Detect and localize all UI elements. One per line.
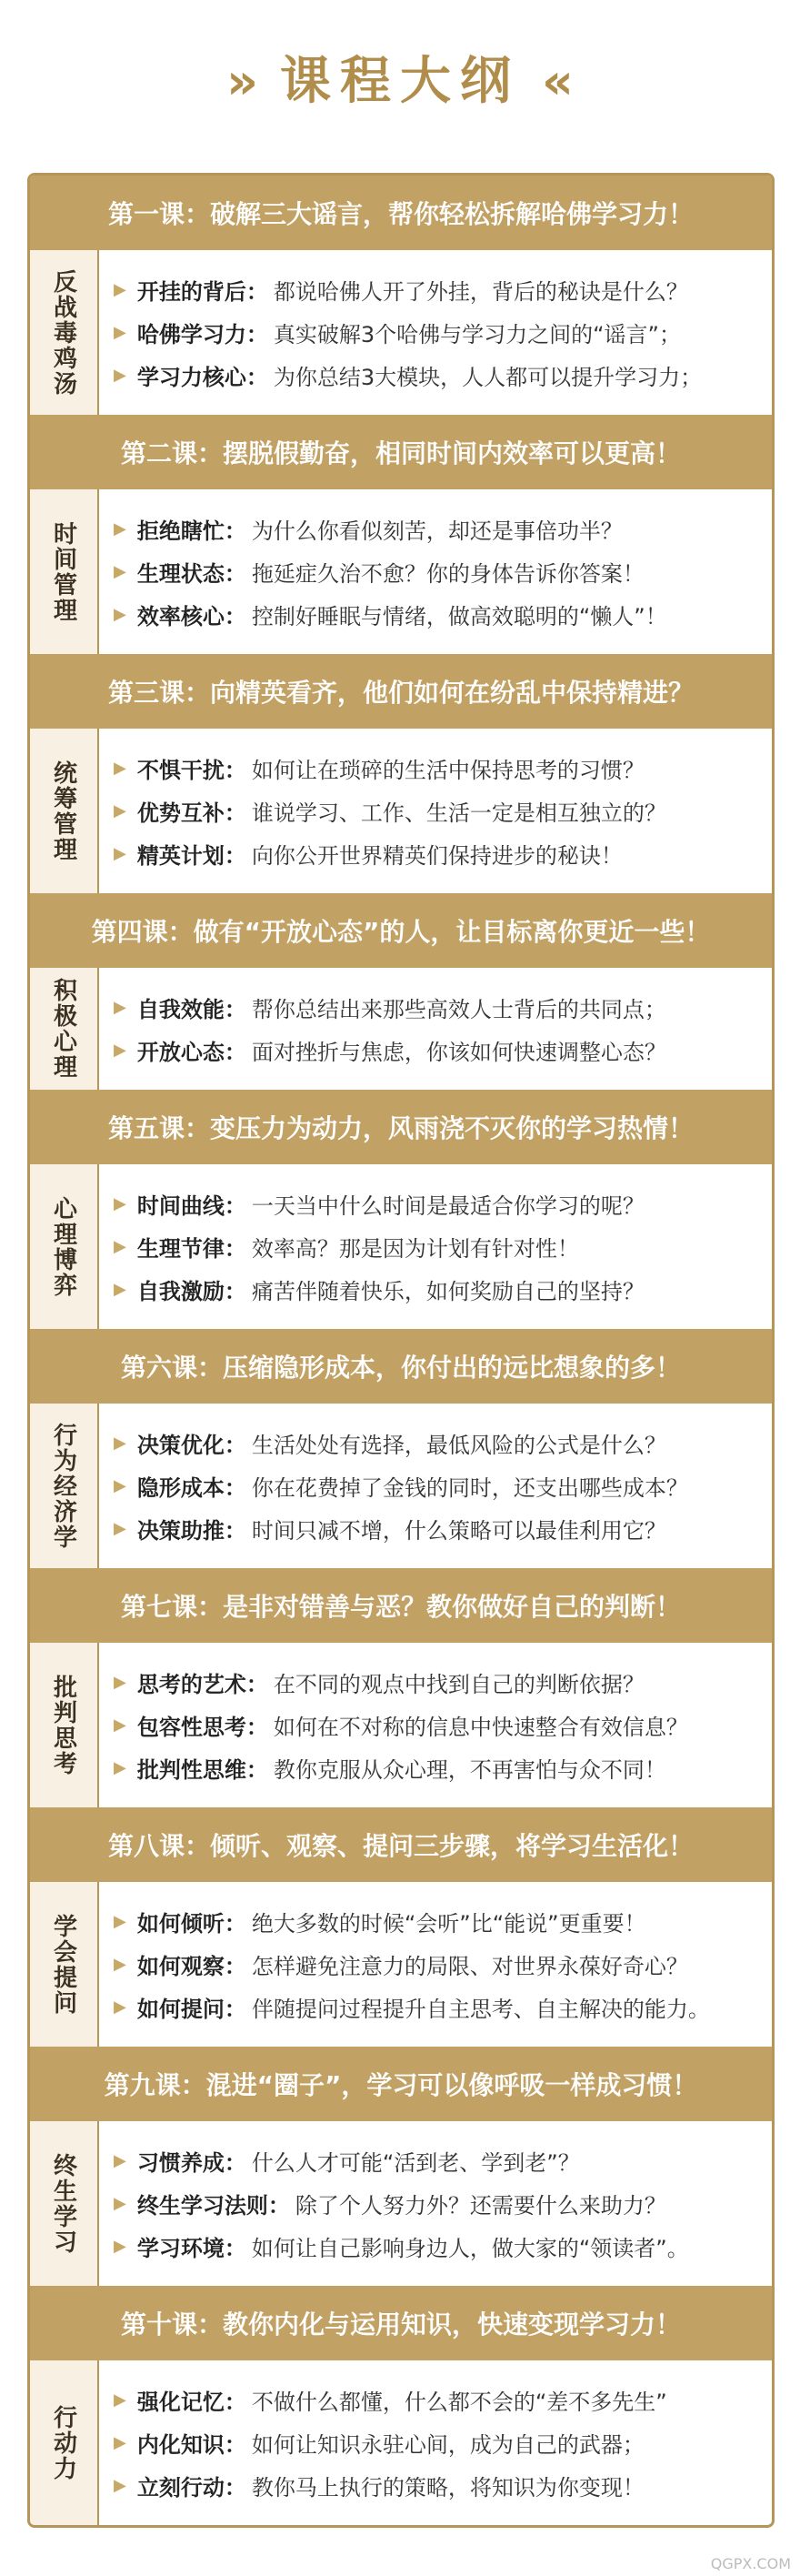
item-label: 学习力核心 — [136, 365, 246, 390]
lesson-tag — [30, 729, 99, 893]
lesson-tag-label: 时间管理 — [49, 520, 77, 623]
lesson-tag-label: 批判思考 — [49, 1674, 77, 1776]
triangle-bullet-icon: ▶ — [114, 1519, 126, 1538]
item-text: 教你克服从众心理，不再害怕与众不同！ — [273, 1757, 666, 1783]
list-item — [99, 747, 772, 790]
triangle-bullet-icon: ▶ — [114, 998, 126, 1017]
triangle-bullet-icon: ▶ — [114, 1758, 126, 1777]
triangle-bullet-icon: ▶ — [114, 759, 126, 778]
item-label: 批判性思维 — [136, 1757, 246, 1783]
lesson-body — [30, 968, 772, 1090]
list-item — [99, 1268, 772, 1311]
item-text: 谁说学习、工作、生活一定是相互独立的？ — [251, 800, 666, 826]
triangle-bullet-icon: ▶ — [114, 1041, 126, 1060]
triangle-bullet-icon: ▶ — [114, 2390, 126, 2410]
list-item — [99, 986, 772, 1029]
lesson-title: 第二课：摆脱假勤奋，相同时间内效率可以更高！ — [30, 415, 772, 489]
lesson-section — [30, 176, 772, 415]
item-text: 为什么你看似刻苦，却还是事倍功半？ — [251, 518, 623, 544]
triangle-bullet-icon: ▶ — [114, 323, 126, 342]
lesson-tag-label: 统筹管理 — [49, 760, 77, 862]
lesson-section — [30, 415, 772, 654]
triangle-bullet-icon: ▶ — [114, 562, 126, 581]
item-colon: ： — [224, 1954, 246, 1979]
item-text: 如何在不对称的信息中快速整合有效信息？ — [273, 1715, 688, 1740]
lesson-title: 第八课：倾听、观察、提问三步骤，将学习生活化！ — [30, 1807, 772, 1882]
lesson-title: 第四课：做有“开放心态”的人，让目标离你更近一些！ — [30, 893, 772, 968]
item-text: 效率高？那是因为计划有针对性！ — [251, 1236, 579, 1262]
course-outline — [27, 173, 775, 2528]
item-text: 什么人才可能“活到老、学到老”？ — [251, 2150, 580, 2176]
item-colon: ： — [224, 1433, 246, 1458]
lesson-section — [30, 2047, 772, 2286]
list-item — [99, 1182, 772, 1225]
item-text: 绝大多数的时候“会听”比“能说”更重要！ — [251, 1911, 646, 1937]
item-colon: ： — [224, 2236, 246, 2261]
item-label: 立刻行动 — [136, 2475, 225, 2501]
watermark: QGPX.COM — [710, 2555, 791, 2572]
item-label: 思考的艺术 — [136, 1672, 246, 1697]
list-item — [99, 2225, 772, 2268]
item-text: 向你公开世界精英们保持进步的秘诀！ — [251, 843, 623, 869]
item-label: 开挂的背后 — [136, 279, 246, 305]
triangle-bullet-icon: ▶ — [114, 280, 126, 299]
item-label: 精英计划 — [136, 843, 225, 869]
item-colon: ： — [224, 561, 246, 587]
list-item — [99, 1225, 772, 1268]
triangle-bullet-icon: ▶ — [114, 844, 126, 863]
triangle-bullet-icon: ▶ — [114, 1673, 126, 1692]
lesson-title: 第九课：混进“圈子”，学习可以像呼吸一样成习惯！ — [30, 2047, 772, 2121]
triangle-bullet-icon: ▶ — [114, 2237, 126, 2256]
lesson-section — [30, 893, 772, 1090]
lesson-body — [30, 489, 772, 654]
lesson-tag-label: 行动力 — [49, 2404, 77, 2481]
item-label: 效率核心 — [136, 604, 225, 629]
item-label: 自我激励 — [136, 1279, 225, 1304]
item-label: 终生学习法则 — [136, 2193, 268, 2219]
item-label: 哈佛学习力 — [136, 322, 246, 347]
item-text: 如何让自己影响身边人，做大家的“领读者”。 — [251, 2236, 689, 2261]
item-text: 怎样避免注意力的局限、对世界永葆好奇心？ — [251, 1954, 688, 1979]
lesson-tag-label: 学会提问 — [49, 1913, 77, 2016]
item-text: 教你马上执行的策略，将知识为你变现！ — [251, 2475, 645, 2501]
item-colon: ： — [224, 1279, 246, 1304]
list-item — [99, 268, 772, 311]
item-text: 如何让在琐碎的生活中保持思考的习惯？ — [251, 758, 645, 783]
lesson-title: 第一课：破解三大谣言，帮你轻松拆解哈佛学习力！ — [30, 176, 772, 250]
lesson-items — [99, 729, 772, 893]
lesson-title: 第三课：向精英看齐，他们如何在纷乱中保持精进？ — [30, 654, 772, 729]
triangle-bullet-icon: ▶ — [114, 2151, 126, 2170]
item-text: 真实破解3个哈佛与学习力之间的“谣言”； — [273, 322, 681, 347]
lesson-tag-label: 反战毒鸡汤 — [49, 268, 77, 397]
list-item — [99, 2182, 772, 2225]
lesson-items — [99, 489, 772, 654]
item-colon: ： — [224, 1193, 246, 1219]
lesson-tag — [30, 2360, 99, 2525]
item-colon: ： — [224, 997, 246, 1022]
item-colon: ： — [224, 2390, 246, 2415]
lesson-tag — [30, 489, 99, 654]
item-text: 痛苦伴随着快乐，如何奖励自己的坚持？ — [251, 1279, 645, 1304]
list-item — [99, 1943, 772, 1986]
item-colon: ： — [224, 843, 246, 869]
item-colon: ： — [224, 2150, 246, 2176]
item-colon: ： — [224, 800, 246, 826]
item-colon: ： — [267, 2193, 290, 2219]
lesson-section — [30, 1807, 772, 2047]
lesson-items — [99, 1882, 772, 2047]
triangle-bullet-icon: ▶ — [114, 2476, 126, 2495]
list-item — [99, 1661, 772, 1704]
item-label: 开放心态 — [136, 1040, 225, 1065]
lesson-section — [30, 1090, 772, 1329]
item-label: 优势互补 — [136, 800, 225, 826]
triangle-bullet-icon: ▶ — [114, 1955, 126, 1974]
item-colon: ： — [224, 1475, 246, 1501]
lesson-tag-label: 行为经济学 — [49, 1422, 77, 1550]
item-text: 除了个人努力外？还需要什么来助力？ — [295, 2193, 666, 2219]
triangle-bullet-icon: ▶ — [114, 1476, 126, 1495]
item-text: 控制好睡眠与情绪，做高效聪明的“懒人”！ — [251, 604, 667, 629]
lesson-items — [99, 250, 772, 415]
triangle-bullet-icon: ▶ — [114, 1434, 126, 1453]
item-label: 习惯养成 — [136, 2150, 225, 2176]
lesson-body — [30, 1164, 772, 1329]
lesson-body — [30, 729, 772, 893]
lesson-section — [30, 1329, 772, 1568]
triangle-bullet-icon: ▶ — [114, 1912, 126, 1931]
lesson-tag — [30, 2121, 99, 2286]
item-colon: ： — [245, 1715, 268, 1740]
item-label: 学习环境 — [136, 2236, 225, 2261]
triangle-bullet-icon: ▶ — [114, 1280, 126, 1299]
lesson-title: 第七课：是非对错善与恶？教你做好自己的判断！ — [30, 1568, 772, 1643]
lesson-body — [30, 2121, 772, 2286]
item-colon: ： — [224, 1997, 246, 2022]
list-item — [99, 593, 772, 636]
triangle-bullet-icon: ▶ — [114, 1716, 126, 1735]
lesson-tag — [30, 1164, 99, 1329]
triangle-bullet-icon: ▶ — [114, 1997, 126, 2017]
item-label: 决策优化 — [136, 1433, 225, 1458]
list-item — [99, 1029, 772, 1072]
item-text: 伴随提问过程提升自主思考、自主解决的能力。 — [251, 1997, 710, 2022]
item-colon: ： — [245, 365, 268, 390]
list-item — [99, 1746, 772, 1789]
item-label: 如何提问 — [136, 1997, 225, 2022]
list-item — [99, 2139, 772, 2182]
list-item — [99, 2464, 772, 2507]
item-colon: ： — [245, 279, 268, 305]
lesson-tag-label: 终生学习 — [49, 2152, 77, 2255]
lesson-body — [30, 1643, 772, 1807]
triangle-bullet-icon: ▶ — [114, 366, 126, 385]
lesson-tag — [30, 968, 99, 1090]
lesson-body — [30, 2360, 772, 2525]
item-label: 拒绝瞎忙 — [136, 518, 225, 544]
list-item — [99, 1422, 772, 1464]
lesson-tag — [30, 1882, 99, 2047]
triangle-bullet-icon: ▶ — [114, 2433, 126, 2452]
item-label: 强化记忆 — [136, 2390, 225, 2415]
lesson-items — [99, 968, 772, 1090]
triangle-bullet-icon: ▶ — [114, 801, 126, 820]
item-colon: ： — [224, 1236, 246, 1262]
page-header — [0, 36, 800, 127]
double-chevron-right-icon: » — [226, 53, 258, 110]
item-text: 一天当中什么时间是最适合你学习的呢？ — [251, 1193, 645, 1219]
list-item — [99, 832, 772, 875]
triangle-bullet-icon: ▶ — [114, 1237, 126, 1256]
lesson-tag — [30, 1643, 99, 1807]
item-colon: ： — [224, 2475, 246, 2501]
item-label: 内化知识 — [136, 2432, 225, 2458]
lesson-items — [99, 1164, 772, 1329]
item-text: 面对挫折与焦虑，你该如何快速调整心态？ — [251, 1040, 666, 1065]
item-colon: ： — [224, 1040, 246, 1065]
triangle-bullet-icon: ▶ — [114, 2194, 126, 2213]
item-colon: ： — [224, 758, 246, 783]
list-item — [99, 1464, 772, 1507]
item-text: 在不同的观点中找到自己的判断依据？ — [273, 1672, 645, 1697]
lesson-tag-label: 积极心理 — [49, 978, 77, 1080]
item-label: 如何观察 — [136, 1954, 225, 1979]
item-text: 生活处处有选择，最低风险的公式是什么？ — [251, 1433, 666, 1458]
item-label: 决策助推 — [136, 1518, 225, 1544]
lesson-tag — [30, 1404, 99, 1568]
item-colon: ： — [224, 518, 246, 544]
double-chevron-left-icon: « — [542, 53, 574, 110]
lesson-items — [99, 1404, 772, 1568]
lesson-tag-label: 心理博弈 — [49, 1195, 77, 1298]
item-label: 不惧干扰 — [136, 758, 225, 783]
item-label: 生理状态 — [136, 561, 225, 587]
list-item — [99, 354, 772, 397]
lesson-title: 第十课：教你内化与运用知识，快速变现学习力！ — [30, 2286, 772, 2360]
item-colon: ： — [224, 604, 246, 629]
item-text: 如何让知识永驻心间，成为自己的武器； — [251, 2432, 645, 2458]
lesson-items — [99, 2121, 772, 2286]
list-item — [99, 1900, 772, 1943]
list-item — [99, 311, 772, 354]
item-text: 你在花费掉了金钱的同时，还支出哪些成本？ — [251, 1475, 688, 1501]
lesson-body — [30, 1404, 772, 1568]
triangle-bullet-icon: ▶ — [114, 1194, 126, 1213]
item-colon: ： — [245, 322, 268, 347]
lesson-section — [30, 654, 772, 893]
lesson-items — [99, 1643, 772, 1807]
list-item — [99, 1704, 772, 1746]
item-colon: ： — [224, 2432, 246, 2458]
triangle-bullet-icon: ▶ — [114, 519, 126, 538]
item-colon: ： — [245, 1757, 268, 1783]
list-item — [99, 550, 772, 593]
triangle-bullet-icon: ▶ — [114, 605, 126, 624]
list-item — [99, 790, 772, 832]
lesson-section — [30, 2286, 772, 2525]
list-item — [99, 2421, 772, 2464]
lesson-body — [30, 250, 772, 415]
item-text: 时间只减不增，什么策略可以最佳利用它？ — [251, 1518, 666, 1544]
item-colon: ： — [245, 1672, 268, 1697]
item-label: 包容性思考 — [136, 1715, 246, 1740]
item-label: 自我效能 — [136, 997, 225, 1022]
list-item — [99, 508, 772, 550]
lesson-title: 第五课：变压力为动力，风雨浇不灭你的学习热情！ — [30, 1090, 772, 1164]
lesson-body — [30, 1882, 772, 2047]
item-text: 都说哈佛人开了外挂，背后的秘诀是什么？ — [273, 279, 688, 305]
list-item — [99, 1507, 772, 1550]
item-label: 如何倾听 — [136, 1911, 225, 1937]
item-colon: ： — [224, 1911, 246, 1937]
item-text: 拖延症久治不愈？你的身体告诉你答案！ — [251, 561, 645, 587]
lesson-tag — [30, 250, 99, 415]
page-title: 课程大纲 — [280, 52, 520, 111]
item-text: 为你总结3大模块，人人都可以提升学习力； — [273, 365, 703, 390]
lesson-items — [99, 2360, 772, 2525]
item-text: 帮你总结出来那些高效人士背后的共同点； — [251, 997, 666, 1022]
item-label: 生理节律 — [136, 1236, 225, 1262]
item-text: 不做什么都懂，什么都不会的“差不多先生” — [251, 2390, 667, 2415]
lesson-section — [30, 1568, 772, 1807]
list-item — [99, 2379, 772, 2421]
item-label: 隐形成本 — [136, 1475, 225, 1501]
item-label: 时间曲线 — [136, 1193, 225, 1219]
lesson-title: 第六课：压缩隐形成本，你付出的远比想象的多！ — [30, 1329, 772, 1404]
item-colon: ： — [224, 1518, 246, 1544]
list-item — [99, 1986, 772, 2028]
